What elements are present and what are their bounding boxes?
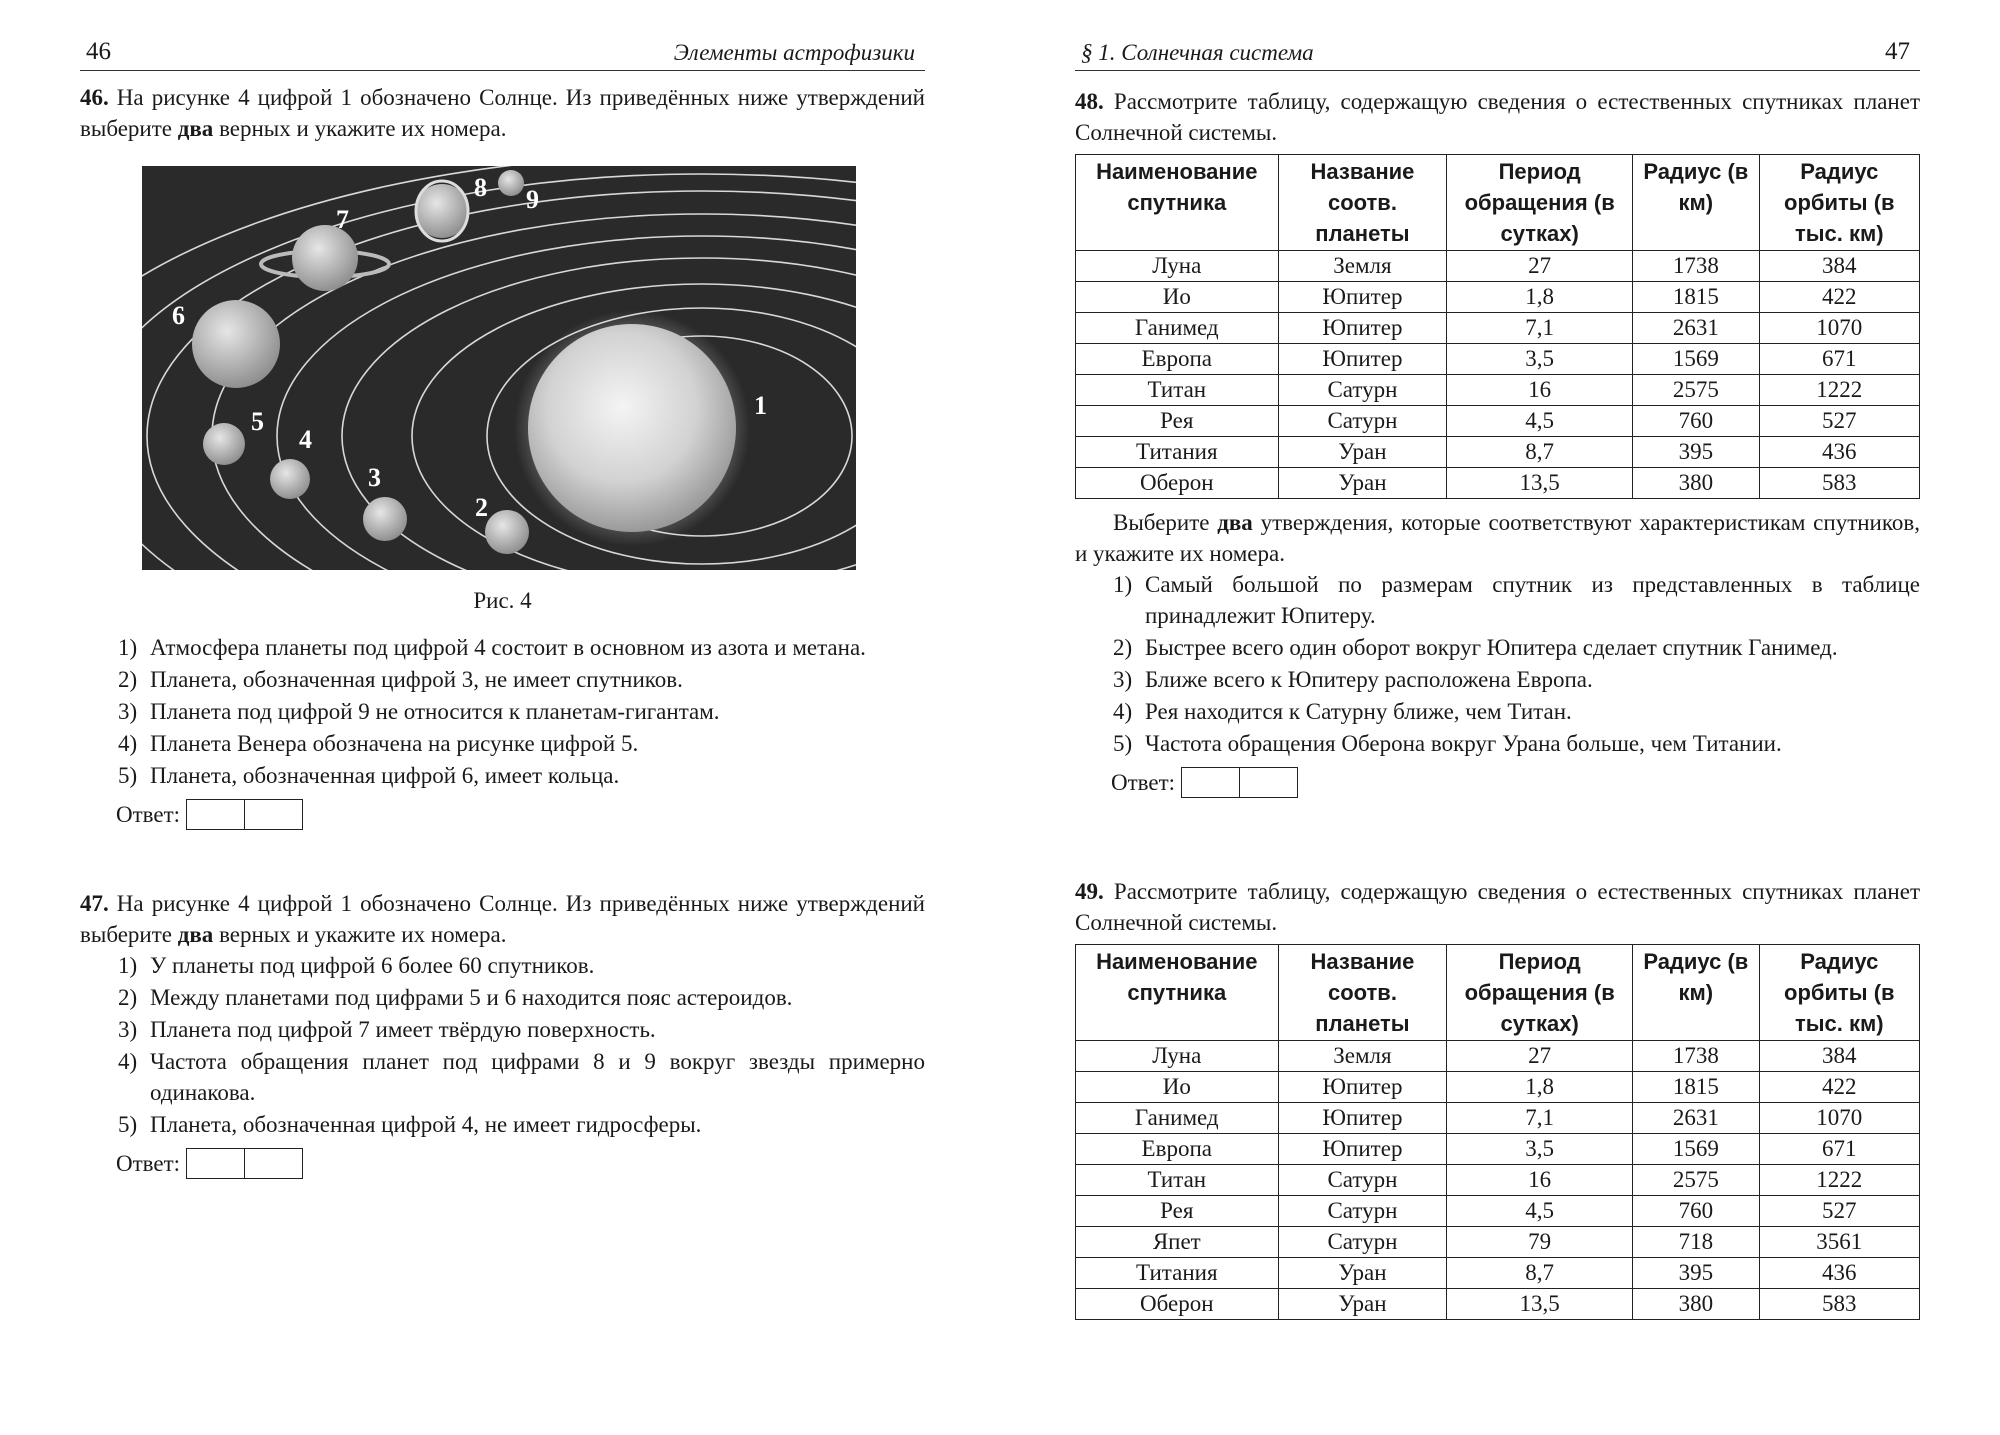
table-row <box>1076 1103 1920 1134</box>
answer-cell[interactable] <box>244 800 302 829</box>
table-cell: 1070 <box>1759 1103 1919 1134</box>
table-cell: Ганимед <box>1076 1103 1279 1134</box>
answer-label: Ответ: <box>116 1151 181 1176</box>
table-cell: 16 <box>1447 1165 1633 1196</box>
table-cell: Юпитер <box>1278 1103 1447 1134</box>
task-48: 48. Рассмотрите таблицу, содержащую сведения о естественных спутниках планет Солнечной системы. Наименование спутника Название соотв. планеты Период обращения (в сутках) Радиус (в км) Радиус орбиты (в тыс. км) Луна Земля 27 1738 384 Ио Юпитер 1,8 1815 422 Ганимед Юпитер 7,1 2631 1070 Европа Юпитер 3,5 1569 671 Титан Сатурн 16 2575 1222 Рея Сатурн 4,5 760 527 Титания Уран 8,7 395 436 Оберон Уран 13,5 380 583 Выберите два утверждения, которые соответствуют характеристикам спутников, и укажите их номера. 1) Самый большой по размерам спутник из представленных в таблице принадлежит Юпитеру. 2) Быстрее всего один оборот вокруг Юпитера сделает спутник Ганимед. 3) Ближе всего к Юпитеру расположена Европа. 4) Рея находится к Сатурну ближе, чем Титан. 5) Частота обращения Оберона вокруг Урана больше, чем Титании. Ответ: <box>1075 86 1920 798</box>
task-number: 46. <box>80 85 109 110</box>
table-header-cell: Период обращения (в сутках) <box>1447 155 1633 251</box>
figure-label: 2 <box>475 493 488 522</box>
table-cell: Уран <box>1278 437 1447 468</box>
table-header-cell: Радиус (в км) <box>1633 945 1760 1041</box>
figure-label: 5 <box>251 407 264 436</box>
table-row <box>1076 1134 1920 1165</box>
table-cell: 4,5 <box>1447 1196 1633 1227</box>
table-row <box>1076 1227 1920 1258</box>
table-cell: Луна <box>1076 251 1279 282</box>
figure-label: 3 <box>368 463 381 492</box>
solar-system-figure <box>142 166 856 570</box>
table-cell: 527 <box>1759 1196 1919 1227</box>
table-header-cell: Название соотв. планеты <box>1278 155 1447 251</box>
table-cell: Рея <box>1076 1196 1279 1227</box>
option-item: 3) Ближе всего к Юпитеру расположена Европа. <box>1113 667 1593 692</box>
page-number-right: 47 <box>1885 38 1910 65</box>
table-cell: 7,1 <box>1447 313 1633 344</box>
table-cell: Ганимед <box>1076 313 1279 344</box>
table-cell: 13,5 <box>1447 468 1633 499</box>
table-cell: Юпитер <box>1278 344 1447 375</box>
table-cell: Земля <box>1278 1041 1447 1072</box>
table-cell: Уран <box>1278 1289 1447 1320</box>
table-row <box>1076 437 1920 468</box>
table-cell: 1738 <box>1633 251 1760 282</box>
table-cell: Луна <box>1076 1041 1279 1072</box>
table-cell: 718 <box>1633 1227 1760 1258</box>
table-cell: 1070 <box>1759 313 1919 344</box>
table-cell: Оберон <box>1076 468 1279 499</box>
answer-cell[interactable] <box>187 1149 244 1178</box>
table-header-cell: Название соотв. планеты <box>1278 945 1447 1041</box>
table-cell: 1815 <box>1633 1072 1760 1103</box>
table-cell: 2631 <box>1633 313 1760 344</box>
figure-label: 7 <box>336 205 349 234</box>
table-cell: 671 <box>1759 344 1919 375</box>
figure-label: 1 <box>754 391 767 420</box>
answer-label: Ответ: <box>1111 770 1176 795</box>
running-head-title-left: Элементы астрофизики <box>673 40 915 65</box>
table-cell: 527 <box>1759 406 1919 437</box>
table-cell: 384 <box>1759 1041 1919 1072</box>
table-row <box>1076 375 1920 406</box>
table-cell: Сатурн <box>1278 375 1447 406</box>
table-cell: 27 <box>1447 251 1633 282</box>
task-number: 47. <box>80 891 109 916</box>
running-head-title-right: § 1. Солнечная система <box>1081 40 1314 65</box>
answer-boxes[interactable] <box>186 1148 303 1179</box>
planet-8 <box>415 181 469 241</box>
table-cell: 583 <box>1759 468 1919 499</box>
option-item: 2) Планета, обозначенная цифрой 3, не имеет спутников. <box>118 667 683 692</box>
table-cell: 1738 <box>1633 1041 1760 1072</box>
table-cell: 3,5 <box>1447 1134 1633 1165</box>
table-cell: Титан <box>1076 375 1279 406</box>
table-cell: 395 <box>1633 437 1760 468</box>
table-header-cell: Наименование спутника <box>1076 155 1279 251</box>
table-row <box>1076 1289 1920 1320</box>
table-cell: 760 <box>1633 406 1760 437</box>
figure-caption: Рис. 4 <box>473 588 532 613</box>
answer-cell[interactable] <box>244 1149 302 1178</box>
option-item: 5) Планета, обозначенная цифрой 4, не имеет гидросферы. <box>118 1112 702 1137</box>
option-item: 1) Атмосфера планеты под цифрой 4 состоит в основном из азота и метана. <box>118 635 866 660</box>
table-cell: 395 <box>1633 1258 1760 1289</box>
table-cell: Юпитер <box>1278 282 1447 313</box>
table-cell: 27 <box>1447 1041 1633 1072</box>
figure-label: 4 <box>299 425 312 454</box>
table-cell: 1815 <box>1633 282 1760 313</box>
option-item: 4) Планета Венера обозначена на рисунке цифрой 5. <box>118 731 639 756</box>
task-47: 47. На рисунке 4 цифрой 1 обозначено Солнце. Из приведённых ниже утверждений выберите два верных и укажите их номера. 1) У планеты под цифрой 6 более 60 спутников. 2) Между планетами под цифрами 5 и 6 находится пояс астероидов. 3) Планета под цифрой 7 имеет твёрдую поверхность. 4) Частота обращения планет под цифрами 8 и 9 вокруг звезды примерно одинакова. 5) Планета, обозначенная цифрой 4, не имеет гидросферы. Ответ: <box>80 888 925 1179</box>
table-cell: Япет <box>1076 1227 1279 1258</box>
planet-9 <box>498 170 524 196</box>
answer-row <box>1075 767 1920 798</box>
figure-label: 9 <box>526 185 539 214</box>
left-page <box>80 0 925 1435</box>
table-cell: Сатурн <box>1278 406 1447 437</box>
table-cell: Юпитер <box>1278 313 1447 344</box>
task-46-intro: 46. На рисунке 4 цифрой 1 обозначено Солнце. Из приведённых ниже утверждений выберите два верных и укажите их номера. <box>80 85 925 141</box>
table-cell: Уран <box>1278 1258 1447 1289</box>
table-cell: 1,8 <box>1447 1072 1633 1103</box>
answer-cell[interactable] <box>1239 768 1297 797</box>
planet-4 <box>270 459 310 499</box>
table-cell: 436 <box>1759 1258 1919 1289</box>
task-number: 48. <box>1075 89 1104 114</box>
table-cell: Титания <box>1076 1258 1279 1289</box>
option-item: 3) Планета под цифрой 9 не относится к планетам-гигантам. <box>118 699 720 724</box>
table-cell: Рея <box>1076 406 1279 437</box>
table-cell: Уран <box>1278 468 1447 499</box>
option-item: 4) Рея находится к Сатурну ближе, чем Титан. <box>1113 699 1572 724</box>
answer-cell[interactable] <box>187 800 244 829</box>
table-cell: 1,8 <box>1447 282 1633 313</box>
table-cell: 760 <box>1633 1196 1760 1227</box>
table-cell: 8,7 <box>1447 437 1633 468</box>
right-page <box>1075 0 1920 1435</box>
option-item: 2) Между планетами под цифрами 5 и 6 находится пояс астероидов. <box>118 985 793 1010</box>
table-cell: 671 <box>1759 1134 1919 1165</box>
table-row <box>1076 1041 1920 1072</box>
answer-cell[interactable] <box>1182 768 1239 797</box>
table-row <box>1076 406 1920 437</box>
table-cell: Сатурн <box>1278 1196 1447 1227</box>
planet-7 <box>261 225 389 291</box>
table-row <box>1076 282 1920 313</box>
table-cell: 3,5 <box>1447 344 1633 375</box>
table-cell: 4,5 <box>1447 406 1633 437</box>
table-cell: 422 <box>1759 282 1919 313</box>
table-cell: 13,5 <box>1447 1289 1633 1320</box>
table-cell: 1569 <box>1633 1134 1760 1165</box>
task-49: 49. Рассмотрите таблицу, содержащую сведения о естественных спутниках планет Солнечной системы. Наименование спутника Название соотв. планеты Период обращения (в сутках) Радиус (в км) Радиус орбиты (в тыс. км) Луна Земля 27 1738 384 Ио Юпитер 1,8 1815 422 Ганимед Юпитер 7,1 2631 1070 Европа Юпитер 3,5 1569 671 Титан Сатурн 16 2575 1222 Рея Сатурн 4,5 760 527 Япет Сатурн 79 718 3561 Титания Уран 8,7 395 436 Оберон Уран 13,5 380 583 <box>1075 876 1920 1320</box>
table-cell: 583 <box>1759 1289 1919 1320</box>
table-row <box>1076 344 1920 375</box>
table-cell: 1222 <box>1759 375 1919 406</box>
option-item: 5) Планета, обозначенная цифрой 6, имеет кольца. <box>118 763 620 788</box>
table-cell: Оберон <box>1076 1289 1279 1320</box>
option-item: 3) Планета под цифрой 7 имеет твёрдую поверхность. <box>118 1017 656 1042</box>
table-cell: 422 <box>1759 1072 1919 1103</box>
table-cell: Европа <box>1076 1134 1279 1165</box>
page-number-left: 46 <box>86 38 111 65</box>
running-head-right <box>1075 34 1920 71</box>
table-cell: 16 <box>1447 375 1633 406</box>
task-number: 49. <box>1075 879 1104 904</box>
table-cell: Ио <box>1076 1072 1279 1103</box>
planet-3 <box>363 497 407 541</box>
table-cell: Ио <box>1076 282 1279 313</box>
option-item: 5) Частота обращения Оберона вокруг Урана больше, чем Титании. <box>1113 731 1782 756</box>
table-cell: Сатурн <box>1278 1165 1447 1196</box>
table-header-cell: Радиус орбиты (в тыс. км) <box>1759 155 1919 251</box>
running-head-left <box>80 34 925 71</box>
table-row <box>1076 1196 1920 1227</box>
sun <box>528 324 736 532</box>
table-cell: 380 <box>1633 1289 1760 1320</box>
table-row <box>1076 1072 1920 1103</box>
option-item: 1) У планеты под цифрой 6 более 60 спутников. <box>118 953 595 978</box>
planet-5 <box>203 423 245 465</box>
table-row <box>1076 468 1920 499</box>
planet-6 <box>192 300 280 388</box>
answer-boxes[interactable] <box>186 799 303 830</box>
table-header-cell: Радиус (в км) <box>1633 155 1760 251</box>
table-row <box>1076 251 1920 282</box>
option-item: 4) Частота обращения планет под цифрами 8 и 9 вокруг звезды примерно одинакова. <box>118 1049 925 1105</box>
table-header-cell: Период обращения (в сутках) <box>1447 945 1633 1041</box>
table-header-cell: Радиус орбиты (в тыс. км) <box>1759 945 1919 1041</box>
planet-2 <box>485 510 529 554</box>
figure-label: 8 <box>474 173 487 202</box>
table-row <box>1076 1258 1920 1289</box>
table-cell: Земля <box>1278 251 1447 282</box>
table-cell: Юпитер <box>1278 1134 1447 1165</box>
table-cell: 436 <box>1759 437 1919 468</box>
table-cell: 1222 <box>1759 1165 1919 1196</box>
answer-row <box>80 1148 925 1179</box>
option-item: 1) Самый большой по размерам спутник из представленных в таблице принадлежит Юпитеру. <box>1113 572 1920 628</box>
table-cell: Сатурн <box>1278 1227 1447 1258</box>
task-46-options <box>80 632 925 830</box>
table-cell: 2631 <box>1633 1103 1760 1134</box>
answer-row <box>80 799 925 830</box>
answer-label: Ответ: <box>116 802 181 827</box>
table-cell: Титания <box>1076 437 1279 468</box>
table-row <box>1076 313 1920 344</box>
table-cell: Европа <box>1076 344 1279 375</box>
table-cell: 1569 <box>1633 344 1760 375</box>
table-cell: Титан <box>1076 1165 1279 1196</box>
table-cell: 2575 <box>1633 1165 1760 1196</box>
table-cell: Юпитер <box>1278 1072 1447 1103</box>
table-row <box>1076 1165 1920 1196</box>
satellites-table-49 <box>1075 944 1920 1320</box>
table-cell: 8,7 <box>1447 1258 1633 1289</box>
answer-boxes[interactable] <box>1181 767 1298 798</box>
solar-system-illustration <box>142 166 856 570</box>
option-item: 2) Быстрее всего один оборот вокруг Юпитера сделает спутник Ганимед. <box>1113 635 1838 660</box>
satellites-table-48 <box>1075 154 1920 499</box>
table-header-cell: Наименование спутника <box>1076 945 1279 1041</box>
figure-label: 6 <box>172 301 185 330</box>
table-cell: 3561 <box>1759 1227 1919 1258</box>
table-cell: 2575 <box>1633 375 1760 406</box>
table-cell: 7,1 <box>1447 1103 1633 1134</box>
table-cell: 384 <box>1759 251 1919 282</box>
table-cell: 79 <box>1447 1227 1633 1258</box>
table-cell: 380 <box>1633 468 1760 499</box>
